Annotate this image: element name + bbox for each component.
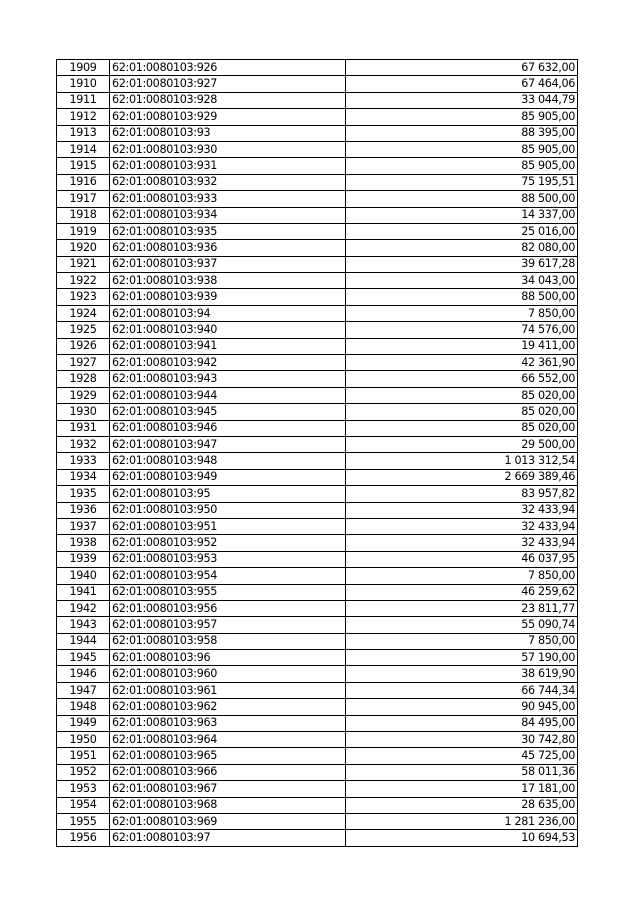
- row-number-cell: 1956: [57, 830, 110, 846]
- table-row: [57, 830, 578, 846]
- cadastral-number-cell: 62:01:0080103:945: [110, 404, 346, 420]
- row-number-cell: 1928: [57, 371, 110, 387]
- cadastral-value-cell: 34 043,00: [346, 273, 578, 289]
- cadastral-number-cell: 62:01:0080103:942: [110, 355, 346, 371]
- cadastral-value-cell: 32 433,94: [346, 502, 578, 518]
- row-number-cell: 1943: [57, 617, 110, 633]
- cadastral-value-cell: 84 495,00: [346, 715, 578, 731]
- row-number-cell: 1916: [57, 174, 110, 190]
- row-number-cell: 1949: [57, 715, 110, 731]
- cadastral-value-cell: 67 464,06: [346, 76, 578, 92]
- table-row: [57, 273, 578, 289]
- cadastral-value-cell: 46 037,95: [346, 551, 578, 567]
- table-row: [57, 732, 578, 748]
- cadastral-number-cell: 62:01:0080103:946: [110, 420, 346, 436]
- cadastral-value-cell: 85 020,00: [346, 420, 578, 436]
- row-number-cell: 1925: [57, 322, 110, 338]
- row-number-cell: 1955: [57, 813, 110, 829]
- table-row: [57, 404, 578, 420]
- table-row: [57, 338, 578, 354]
- table-row: [57, 453, 578, 469]
- cadastral-number-cell: 62:01:0080103:939: [110, 289, 346, 305]
- table-row: [57, 141, 578, 157]
- cadastral-value-cell: 19 411,00: [346, 338, 578, 354]
- cadastral-value-cell: 85 905,00: [346, 109, 578, 125]
- table-row: [57, 322, 578, 338]
- cadastral-number-cell: 62:01:0080103:93: [110, 125, 346, 141]
- table-row: [57, 600, 578, 616]
- cadastral-value-cell: 32 433,94: [346, 535, 578, 551]
- table-row: [57, 60, 578, 76]
- cadastral-number-cell: 62:01:0080103:936: [110, 240, 346, 256]
- row-number-cell: 1919: [57, 223, 110, 239]
- cadastral-value-cell: 2 669 389,46: [346, 469, 578, 485]
- cadastral-number-cell: 62:01:0080103:95: [110, 486, 346, 502]
- cadastral-value-cell: 7 850,00: [346, 305, 578, 321]
- cadastral-number-cell: 62:01:0080103:967: [110, 781, 346, 797]
- table-row: [57, 535, 578, 551]
- row-number-cell: 1917: [57, 191, 110, 207]
- cadastral-value-cell: 85 905,00: [346, 141, 578, 157]
- table-row: [57, 125, 578, 141]
- cadastral-number-cell: 62:01:0080103:937: [110, 256, 346, 272]
- table-row: [57, 76, 578, 92]
- cadastral-value-cell: 67 632,00: [346, 60, 578, 76]
- cadastral-number-cell: 62:01:0080103:969: [110, 813, 346, 829]
- cadastral-value-cell: 23 811,77: [346, 600, 578, 616]
- cadastral-number-cell: 62:01:0080103:955: [110, 584, 346, 600]
- table-row: [57, 682, 578, 698]
- table-row: [57, 191, 578, 207]
- row-number-cell: 1933: [57, 453, 110, 469]
- cadastral-number-cell: 62:01:0080103:948: [110, 453, 346, 469]
- row-number-cell: 1951: [57, 748, 110, 764]
- cadastral-number-cell: 62:01:0080103:952: [110, 535, 346, 551]
- cadastral-number-cell: 62:01:0080103:929: [110, 109, 346, 125]
- row-number-cell: 1945: [57, 650, 110, 666]
- cadastral-value-cell: 88 500,00: [346, 289, 578, 305]
- cadastral-value-cell: 29 500,00: [346, 436, 578, 452]
- row-number-cell: 1929: [57, 387, 110, 403]
- row-number-cell: 1920: [57, 240, 110, 256]
- row-number-cell: 1954: [57, 797, 110, 813]
- cadastral-value-cell: 58 011,36: [346, 764, 578, 780]
- cadastral-value-cell: 7 850,00: [346, 568, 578, 584]
- cadastral-value-cell: 74 576,00: [346, 322, 578, 338]
- cadastral-number-cell: 62:01:0080103:961: [110, 682, 346, 698]
- cadastral-value-cell: 14 337,00: [346, 207, 578, 223]
- cadastral-value-cell: 75 195,51: [346, 174, 578, 190]
- table-row: [57, 387, 578, 403]
- cadastral-number-cell: 62:01:0080103:96: [110, 650, 346, 666]
- cadastral-value-cell: 66 552,00: [346, 371, 578, 387]
- cadastral-number-cell: 62:01:0080103:956: [110, 600, 346, 616]
- cadastral-value-cell: 33 044,79: [346, 92, 578, 108]
- row-number-cell: 1934: [57, 469, 110, 485]
- cadastral-value-cell: 17 181,00: [346, 781, 578, 797]
- cadastral-value-cell: 57 190,00: [346, 650, 578, 666]
- row-number-cell: 1941: [57, 584, 110, 600]
- cadastral-number-cell: 62:01:0080103:930: [110, 141, 346, 157]
- table-row: [57, 486, 578, 502]
- cadastral-number-cell: 62:01:0080103:941: [110, 338, 346, 354]
- table-row: [57, 748, 578, 764]
- cadastral-number-cell: 62:01:0080103:943: [110, 371, 346, 387]
- row-number-cell: 1950: [57, 732, 110, 748]
- table-row: [57, 289, 578, 305]
- cadastral-number-cell: 62:01:0080103:958: [110, 633, 346, 649]
- cadastral-number-cell: 62:01:0080103:954: [110, 568, 346, 584]
- cadastral-number-cell: 62:01:0080103:964: [110, 732, 346, 748]
- row-number-cell: 1921: [57, 256, 110, 272]
- cadastral-value-cell: 32 433,94: [346, 518, 578, 534]
- cadastral-number-cell: 62:01:0080103:935: [110, 223, 346, 239]
- cadastral-value-cell: 28 635,00: [346, 797, 578, 813]
- row-number-cell: 1936: [57, 502, 110, 518]
- table-row: [57, 584, 578, 600]
- table-row: [57, 813, 578, 829]
- cadastral-number-cell: 62:01:0080103:927: [110, 76, 346, 92]
- table-row: [57, 568, 578, 584]
- table-row: [57, 797, 578, 813]
- cadastral-value-cell: 90 945,00: [346, 699, 578, 715]
- row-number-cell: 1924: [57, 305, 110, 321]
- cadastral-number-cell: 62:01:0080103:950: [110, 502, 346, 518]
- cadastral-number-cell: 62:01:0080103:963: [110, 715, 346, 731]
- cadastral-number-cell: 62:01:0080103:968: [110, 797, 346, 813]
- cadastral-number-cell: 62:01:0080103:949: [110, 469, 346, 485]
- row-number-cell: 1909: [57, 60, 110, 76]
- table-row: [57, 502, 578, 518]
- table-row: [57, 420, 578, 436]
- row-number-cell: 1930: [57, 404, 110, 420]
- row-number-cell: 1948: [57, 699, 110, 715]
- cadastral-number-cell: 62:01:0080103:933: [110, 191, 346, 207]
- table-row: [57, 174, 578, 190]
- row-number-cell: 1912: [57, 109, 110, 125]
- row-number-cell: 1947: [57, 682, 110, 698]
- cadastral-number-cell: 62:01:0080103:957: [110, 617, 346, 633]
- row-number-cell: 1932: [57, 436, 110, 452]
- cadastral-number-cell: 62:01:0080103:966: [110, 764, 346, 780]
- cadastral-value-cell: 85 905,00: [346, 158, 578, 174]
- cadastral-number-cell: 62:01:0080103:938: [110, 273, 346, 289]
- table-row: [57, 355, 578, 371]
- row-number-cell: 1923: [57, 289, 110, 305]
- cadastral-value-cell: 39 617,28: [346, 256, 578, 272]
- table-row: [57, 699, 578, 715]
- cadastral-value-cell: 88 395,00: [346, 125, 578, 141]
- cadastral-value-cell: 82 080,00: [346, 240, 578, 256]
- table-row: [57, 436, 578, 452]
- cadastral-value-cell: 85 020,00: [346, 404, 578, 420]
- cadastral-number-cell: 62:01:0080103:931: [110, 158, 346, 174]
- cadastral-value-cell: 38 619,90: [346, 666, 578, 682]
- table-row: [57, 109, 578, 125]
- table-row: [57, 666, 578, 682]
- table-row: [57, 469, 578, 485]
- cadastral-value-cell: 42 361,90: [346, 355, 578, 371]
- cadastral-number-cell: 62:01:0080103:928: [110, 92, 346, 108]
- table-row: [57, 207, 578, 223]
- cadastral-value-cell: 30 742,80: [346, 732, 578, 748]
- table-row: [57, 223, 578, 239]
- row-number-cell: 1940: [57, 568, 110, 584]
- cadastral-number-cell: 62:01:0080103:947: [110, 436, 346, 452]
- row-number-cell: 1942: [57, 600, 110, 616]
- cadastral-number-cell: 62:01:0080103:953: [110, 551, 346, 567]
- cadastral-value-cell: 88 500,00: [346, 191, 578, 207]
- row-number-cell: 1953: [57, 781, 110, 797]
- table-body: [57, 60, 578, 847]
- cadastral-value-cell: 7 850,00: [346, 633, 578, 649]
- table-row: [57, 551, 578, 567]
- cadastral-value-cell: 66 744,34: [346, 682, 578, 698]
- row-number-cell: 1927: [57, 355, 110, 371]
- cadastral-number-cell: 62:01:0080103:934: [110, 207, 346, 223]
- table-row: [57, 617, 578, 633]
- table-row: [57, 518, 578, 534]
- cadastral-number-cell: 62:01:0080103:932: [110, 174, 346, 190]
- table-row: [57, 715, 578, 731]
- cadastral-value-table: [56, 59, 578, 847]
- row-number-cell: 1910: [57, 76, 110, 92]
- row-number-cell: 1911: [57, 92, 110, 108]
- cadastral-number-cell: 62:01:0080103:94: [110, 305, 346, 321]
- cadastral-value-cell: 10 694,53: [346, 830, 578, 846]
- row-number-cell: 1913: [57, 125, 110, 141]
- cadastral-value-cell: 55 090,74: [346, 617, 578, 633]
- cadastral-number-cell: 62:01:0080103:965: [110, 748, 346, 764]
- cadastral-number-cell: 62:01:0080103:944: [110, 387, 346, 403]
- row-number-cell: 1926: [57, 338, 110, 354]
- row-number-cell: 1946: [57, 666, 110, 682]
- cadastral-number-cell: 62:01:0080103:962: [110, 699, 346, 715]
- row-number-cell: 1944: [57, 633, 110, 649]
- cadastral-number-cell: 62:01:0080103:951: [110, 518, 346, 534]
- cadastral-value-cell: 1 013 312,54: [346, 453, 578, 469]
- row-number-cell: 1935: [57, 486, 110, 502]
- row-number-cell: 1918: [57, 207, 110, 223]
- table-row: [57, 256, 578, 272]
- cadastral-value-cell: 25 016,00: [346, 223, 578, 239]
- table-row: [57, 781, 578, 797]
- table-row: [57, 371, 578, 387]
- table-row: [57, 305, 578, 321]
- row-number-cell: 1937: [57, 518, 110, 534]
- cadastral-value-cell: 46 259,62: [346, 584, 578, 600]
- row-number-cell: 1939: [57, 551, 110, 567]
- table-row: [57, 240, 578, 256]
- row-number-cell: 1952: [57, 764, 110, 780]
- cadastral-number-cell: 62:01:0080103:940: [110, 322, 346, 338]
- row-number-cell: 1915: [57, 158, 110, 174]
- cadastral-number-cell: 62:01:0080103:97: [110, 830, 346, 846]
- table-row: [57, 158, 578, 174]
- table-row: [57, 92, 578, 108]
- table-row: [57, 764, 578, 780]
- row-number-cell: 1914: [57, 141, 110, 157]
- table-row: [57, 650, 578, 666]
- row-number-cell: 1931: [57, 420, 110, 436]
- cadastral-value-cell: 85 020,00: [346, 387, 578, 403]
- cadastral-number-cell: 62:01:0080103:960: [110, 666, 346, 682]
- row-number-cell: 1922: [57, 273, 110, 289]
- cadastral-value-cell: 83 957,82: [346, 486, 578, 502]
- row-number-cell: 1938: [57, 535, 110, 551]
- cadastral-number-cell: 62:01:0080103:926: [110, 60, 346, 76]
- cadastral-value-cell: 1 281 236,00: [346, 813, 578, 829]
- cadastral-value-cell: 45 725,00: [346, 748, 578, 764]
- table-row: [57, 633, 578, 649]
